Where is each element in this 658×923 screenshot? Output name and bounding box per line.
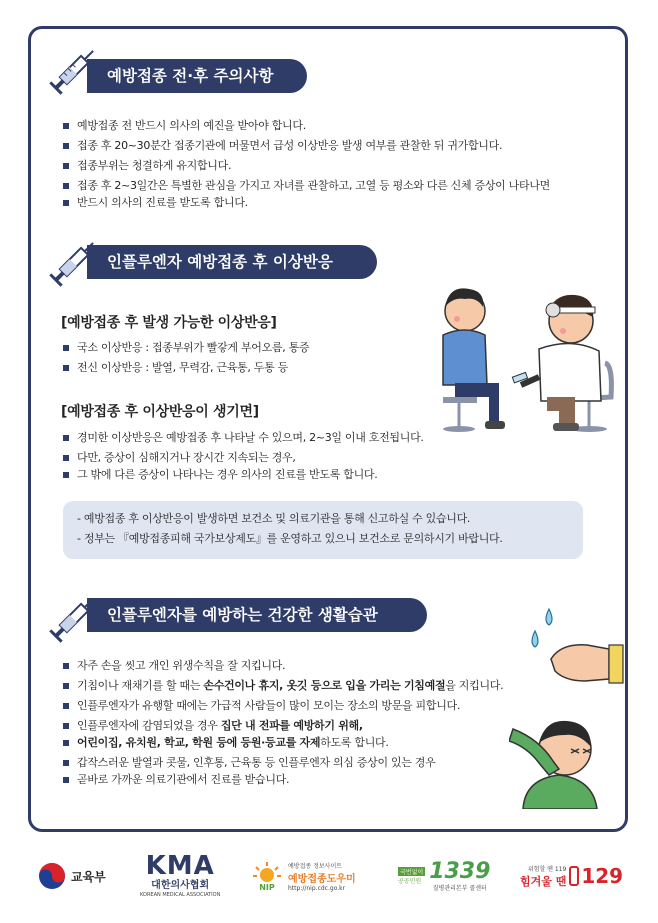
section2-subheading-2: [예방접종 후 이상반응이 생기면] bbox=[61, 404, 259, 420]
list-text-emphasis: 어린이집, 유치원, 학교, 학원 등에 등원·등교를 자제 bbox=[77, 736, 321, 749]
list-item bbox=[61, 677, 581, 694]
list-item-continued bbox=[61, 771, 581, 788]
nip-logo-text: NIP bbox=[259, 882, 275, 892]
nip-name: 예방접종도우미 bbox=[288, 873, 356, 885]
list-item: 국소 이상반응 : 접종부위가 빨갛게 부어오름, 통증 bbox=[61, 339, 441, 356]
nip-subtitle: 예방접종 정보사이트 bbox=[288, 862, 343, 870]
list-item: 경미한 이상반응은 예방접종 후 나타날 수 있으며, 2~3일 이내 호전됩니다. bbox=[61, 429, 601, 446]
section2-title: 인플루엔자 예방접종 후 이상반응 bbox=[87, 245, 377, 279]
list-text: 반드시 의사의 진료를 받도록 합니다. bbox=[77, 196, 248, 209]
section1-list bbox=[61, 117, 621, 214]
hotline-small: 위험할 땐 119 bbox=[527, 865, 567, 873]
kcdc-number: 1339 bbox=[429, 858, 491, 884]
kma-logo bbox=[140, 846, 220, 906]
list-item-continued bbox=[61, 734, 581, 751]
list-text: 곧바로 가까운 의료기관에서 진료를 받습니다. bbox=[77, 773, 290, 786]
nip-logo bbox=[252, 846, 356, 906]
list-text: 갑작스러운 발열과 콧물, 인후통, 근육통 등 인플루엔자 의심 증상이 있는 경우 bbox=[77, 756, 436, 769]
list-item: 자주 손을 씻고 개인 위생수칙을 잘 지킵니다. bbox=[61, 657, 581, 674]
hotline-129-logo bbox=[520, 846, 623, 906]
section1-title: 예방접종 전·후 주의사항 bbox=[87, 59, 307, 93]
list-item: 접종 후 20~30분간 접종기관에 머물면서 급성 이상반응 발생 여부를 관찰한 뒤 귀가합니다. bbox=[61, 137, 621, 154]
list-text-emphasis: 집단 내 전파를 예방하기 위해, bbox=[220, 719, 363, 732]
list-text: 하도록 합니다. bbox=[320, 736, 389, 749]
kma-abbr: KMA bbox=[145, 851, 215, 881]
list-text: 기침이나 재채기를 할 때는 bbox=[77, 679, 204, 692]
list-text: 다만, 증상이 심해지거나 장시간 지속되는 경우, bbox=[77, 451, 296, 464]
list-item-continued bbox=[61, 194, 621, 211]
hotline-slogan: 힘겨울 땐 bbox=[520, 874, 567, 888]
sun-icon bbox=[252, 861, 282, 883]
kma-name-en: KOREAN MEDICAL ASSOCIATION bbox=[140, 892, 221, 898]
kcdc-caption-a: 질병관리본부 bbox=[432, 884, 468, 892]
list-text: 을 지킵니다. bbox=[445, 679, 504, 692]
phone-icon bbox=[569, 866, 579, 886]
list-item: 인플루엔자가 유행할 때에는 가급적 사람들이 많이 모이는 장소의 방문을 피합니다. bbox=[61, 697, 581, 714]
section2-list-1 bbox=[61, 339, 441, 379]
doctor-patient-illustration bbox=[429, 267, 619, 437]
footer-logos bbox=[0, 846, 658, 906]
list-text-emphasis: 손수건이나 휴지, 옷깃 등으로 입을 가리는 기침예절 bbox=[203, 679, 446, 692]
content-frame bbox=[28, 26, 628, 832]
list-item bbox=[61, 177, 621, 194]
list-item: 전신 이상반응 : 발열, 무력감, 근육통, 두통 등 bbox=[61, 359, 441, 376]
kcdc-side-2: 공공민원 bbox=[398, 878, 422, 885]
kcdc-side-1: 국번없이 bbox=[400, 869, 424, 876]
kcdc-caption bbox=[433, 883, 487, 892]
list-item: 예방접종 전 반드시 의사의 예진을 받아야 합니다. bbox=[61, 117, 621, 134]
list-item bbox=[61, 754, 581, 771]
list-item-continued bbox=[61, 466, 601, 483]
moe-logo bbox=[38, 846, 106, 906]
kcdc-caption-b: 콜센터 bbox=[469, 884, 487, 892]
list-item: 접종부위는 청결하게 유지합니다. bbox=[61, 157, 621, 174]
kcdc-1339-logo bbox=[398, 846, 490, 906]
section2-subheading-1: [예방접종 후 발생 가능한 이상반응] bbox=[61, 315, 277, 331]
kma-name-ko: 대한의사협회 bbox=[151, 880, 210, 891]
list-text: 그 밖에 다른 증상이 나타나는 경우 의사의 진료를 반도록 합니다. bbox=[77, 468, 378, 481]
section2-list-2 bbox=[61, 429, 601, 486]
section3-title: 인플루엔자를 예방하는 건강한 생활습관 bbox=[87, 598, 427, 632]
notice-line: - 예방접종 후 이상반응이 발생하면 보건소 및 의료기관을 통해 신고하실 수 있습니다. bbox=[77, 512, 471, 525]
list-text: 접종 후 2~3일간은 특별한 관심을 가지고 자녀를 관찰하고, 고열 등 평소와 다른 신체 증상이 나타나면 bbox=[77, 179, 550, 192]
nip-url: http://nip.cdc.go.kr bbox=[288, 884, 346, 892]
moe-name: 교육부 bbox=[71, 869, 106, 884]
report-notice-box bbox=[63, 501, 583, 559]
hotline-number: 129 bbox=[581, 864, 624, 888]
list-text: 인플루엔자에 감염되었을 경우 bbox=[77, 719, 221, 732]
notice-line: - 정부는 『예방접종피해 국가보상제도』를 운영하고 있으니 보건소로 문의하시기 바랍니다. bbox=[77, 532, 503, 545]
list-item bbox=[61, 449, 601, 466]
taegeuk-icon bbox=[38, 862, 66, 890]
section3-list bbox=[61, 657, 581, 791]
coughing-person-illustration bbox=[509, 689, 609, 809]
list-item bbox=[61, 717, 581, 734]
